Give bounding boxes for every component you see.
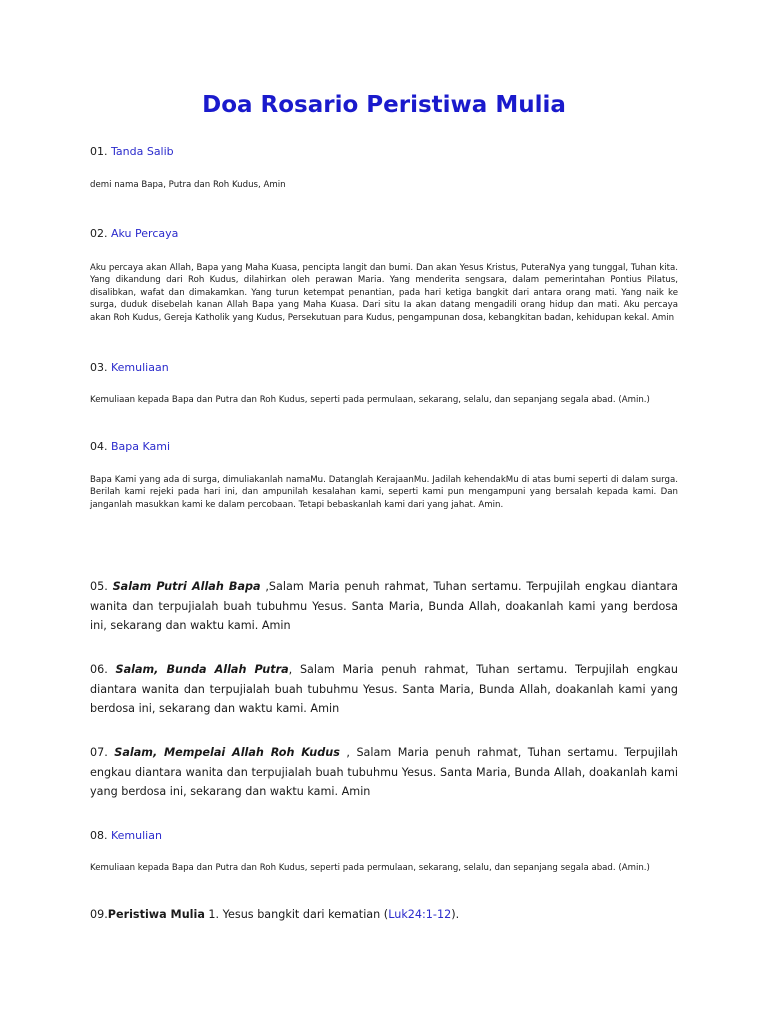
page-title: Doa Rosario Peristiwa Mulia [202,92,566,118]
section-heading-03 [90,361,169,374]
salam-mempelai-text: , Salam Maria penuh rahmat, Tuhan sertamu. Terpujilah engkau diantara wanita dan terpujialah buah tubuhmu Yesus. Santa Maria, Bunda Allah, doakanlah kami yang berdosa ini, sekarang dan waktu kami. Amin [90,746,678,798]
salam-putri-title: Salam Putri Allah Bapa [112,580,261,593]
bapa-kami-text: Bapa Kami yang ada di surga, dimuliakanlah namaMu. Datanglah KerajaanMu. Jadilah kehendakMu di atas bumi seperti di dalam surga. Berilah kami rejeki pada hari ini, dan ampunilah kesalahan kami, seperti kami pun mengampuni yang bersalah kepada kami. Dan janganlah masukkan kami ke dalam percobaan. Tetapi bebaskanlah kami dari yang jahat. Amin. [90,475,678,510]
section-heading-04 [90,440,170,453]
section-number: 08. [90,829,108,842]
bapa-kami-link[interactable]: Bapa Kami [111,440,171,453]
peristiwa-mulia-text-end: ). [451,908,460,921]
section-heading-08 [90,829,162,842]
luk-reference-link[interactable]: Luk24:1-12 [388,908,452,921]
salam-bunda-title: Salam, Bunda Allah Putra [115,663,289,676]
section-number: 04. [90,440,108,453]
kemuliaan-text: Kemuliaan kepada Bapa dan Putra dan Roh Kudus, seperti pada permulaan, sekarang, selalu, dan sepanjang segala abad. (Amin.) [90,395,650,405]
salam-mempelai-paragraph [90,743,678,802]
tanda-salib-text: demi nama Bapa, Putra dan Roh Kudus, Amin [90,180,286,190]
kemulian-text: Kemuliaan kepada Bapa dan Putra dan Roh Kudus, seperti pada permulaan, sekarang, selalu, dan sepanjang segala abad. (Amin.) [90,863,650,873]
aku-percaya-link[interactable]: Aku Percaya [111,227,179,240]
salam-putri-text: ,Salam Maria penuh rahmat, Tuhan sertamu. Terpujilah engkau diantara wanita dan terpujialah buah tubuhmu Yesus. Santa Maria, Bunda Allah, doakanlah kami yang berdosa ini, sekarang dan waktu kami. Amin [90,580,679,632]
salam-bunda-paragraph [90,660,678,719]
section-heading-01 [90,145,174,158]
section-number: 03. [90,361,108,374]
section-number: 09. [90,908,108,921]
section-number: 07. [90,746,108,759]
section-number: 06. [90,663,108,676]
section-number: 01. [90,145,108,158]
aku-percaya-text: Aku percaya akan Allah, Bapa yang Maha Kuasa, pencipta langit dan bumi. Dan akan Yesus Kristus, PuteraNya yang tunggal, Tuhan kita. Yang dikandung dari Roh Kudus, dilahirkan oleh perawan Maria. Yang menderita sengsara, dalam pemerintahan Pontius Pilatus, disalibkan, wafat dan dimakamkan. Yang turun ketempat penantian, pada hari ketiga bangkit dari antara orang mati. Yang naik ke surga, duduk disebelah kanan Allah Bapa yang Maha Kuasa. Dari situ Ia akan datang mengadili orang hidup dan mati. Aku percaya akan Roh Kudus, Gereja Katholik yang Kudus, Persekutuan para Kudus, pengampunan dosa, kebangkitan badan, kehidupan kekal. Amin [90,263,678,323]
salam-putri-paragraph [90,577,678,636]
kemulian-link[interactable]: Kemulian [111,829,162,842]
peristiwa-mulia-text: 1. Yesus bangkit dari kematian ( [204,908,389,921]
section-heading-02 [90,227,178,240]
section-number: 02. [90,227,108,240]
peristiwa-mulia-line [90,908,459,921]
kemuliaan-link[interactable]: Kemuliaan [111,361,169,374]
peristiwa-mulia-title: Peristiwa Mulia [107,908,205,921]
section-number: 05. [90,580,108,593]
salam-bunda-text: , Salam Maria penuh rahmat, Tuhan sertamu. Terpujilah engkau diantara wanita dan terpujialah buah tubuhmu Yesus. Santa Maria, Bunda Allah, doakanlah kami yang berdosa ini, sekarang dan waktu kami. Amin [90,663,678,715]
salam-mempelai-title: Salam, Mempelai Allah Roh Kudus [114,746,340,759]
tanda-salib-link[interactable]: Tanda Salib [111,145,174,158]
